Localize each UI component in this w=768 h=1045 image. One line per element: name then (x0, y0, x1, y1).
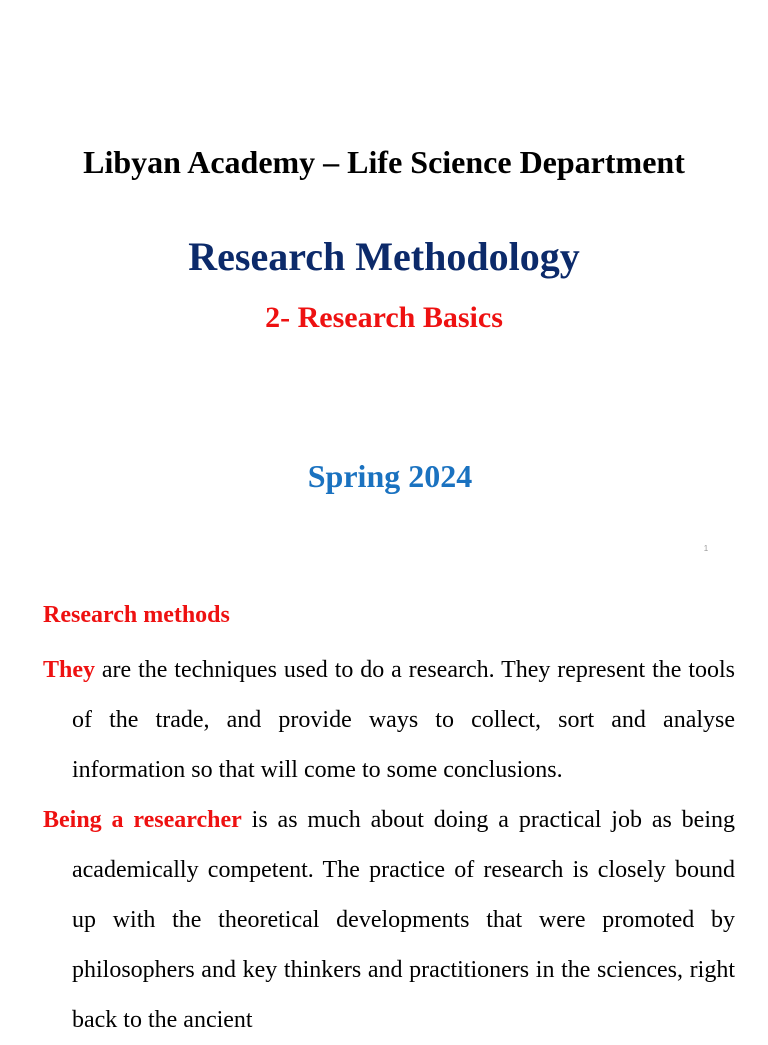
course-title: Research Methodology (188, 234, 580, 279)
paragraph-lead: They (43, 657, 96, 683)
paragraph-text: is as much about doing a practical job as being academically competent. The practice of research is closely bound up with the theoretical developments that were promoted by philosophers and key thinkers and practitioners in the sciences, right back to the ancient (72, 807, 736, 1033)
paragraph-being-a-researcher (43, 795, 735, 1045)
paragraph-research-methods (43, 645, 735, 795)
section-heading: Research methods (43, 602, 230, 628)
paragraph-text: are the techniques used to do a research. They represent the tools of the trade, and provide ways to collect, sort and analyse information so that will come to some conclusions. (72, 657, 735, 783)
slide-number: 1 (703, 544, 709, 553)
paragraph-lead: Being a researcher (43, 807, 242, 833)
body-content (43, 595, 735, 1045)
lecture-title: 2- Research Basics (265, 301, 503, 334)
term-label: Spring 2024 (307, 458, 473, 494)
institution-title: Libyan Academy – Life Science Department (83, 144, 685, 180)
